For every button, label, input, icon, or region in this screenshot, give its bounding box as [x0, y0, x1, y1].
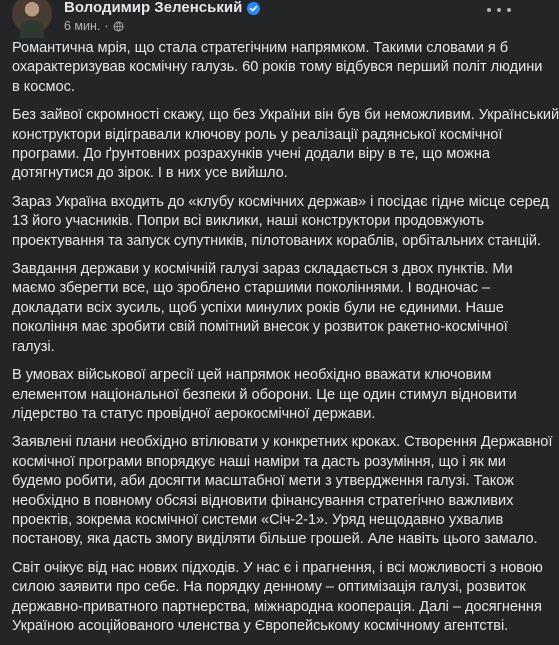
post-text-line: Романтична мрія, що стала стратегічним напрямком. Такими словами я б: [12, 40, 509, 56]
post-text-line: силою заявити про себе. На порядку денному – оптимізація галузі, розвиток: [12, 579, 526, 596]
post-header: [12, 0, 521, 38]
post-text-line: Світ очікує від нас нових підходів. У нас є і прагнення, і всі можливості з новою: [12, 559, 543, 576]
globe-icon: [113, 21, 124, 32]
post-timestamp[interactable]: 6 мин.: [64, 19, 101, 33]
post-text-line: докладати всіх зусиль, щоб успіхи минулих років були не єдиними. Наше: [12, 299, 504, 316]
post-time-row: [64, 18, 260, 34]
post-text-line: Завдання держави у космічній галузі зараз складається з двох пунктів. Ми: [12, 261, 513, 278]
time-separator: ·: [104, 19, 109, 33]
post-text-line: Без зайвої скромності скажу, що без України він був би неможливим. Український: [12, 107, 559, 124]
post-text-line: в космос.: [12, 78, 75, 95]
more-dot: [487, 8, 491, 12]
post-text-line: проектування та запуск супутників, пілотованих кораблів, орбітальних станцій.: [12, 232, 542, 249]
post-paragraph: [12, 106, 559, 184]
post-paragraph: [12, 433, 553, 549]
post-text-line: проектів, зокрема космічної системи «Січ-2-1». Уряд нещодавно ухвалив: [12, 511, 504, 528]
post-body: [12, 39, 559, 645]
post-text-line: Заявлені плани необхідно втілювати у конкретних кроках. Створення Державної: [12, 434, 553, 451]
verified-badge-icon: [247, 2, 260, 15]
post-text-line: космічної програми впорядкує наші наміри та дасть розуміння, що і як ми: [12, 453, 506, 470]
post-paragraph: [12, 366, 517, 424]
post-text-line: покоління має зробити свій помітний внесок у розвиток ракетно-космічної: [12, 319, 508, 336]
post-text-line: В умовах військової агресії цей напрямок необхідно вважати ключовим: [12, 367, 492, 384]
post-meta: [64, 0, 260, 34]
more-dot: [507, 8, 511, 12]
author-avatar[interactable]: [12, 0, 52, 34]
author-name[interactable]: Володимир Зеленський: [64, 0, 243, 16]
post-text-line: галузі.: [12, 338, 55, 355]
post-text-line: постанову, яка дасть змогу виділяти більше грошей. Але навіть цього замало.: [12, 531, 538, 548]
post-text-line: програми. До ґрунтовних розрахунків учені додали віру в те, що можна: [12, 146, 490, 163]
post-paragraph: [12, 260, 517, 357]
post-text-line: 13 його учасників. Попри всі виклики, наші конструктори продовжують: [12, 213, 484, 230]
more-dot: [497, 8, 501, 12]
post-paragraph: [12, 39, 543, 97]
post-text-line: лідерство та статус провідної аерокосмічної держави.: [12, 405, 376, 422]
post-paragraph: [12, 559, 543, 637]
post-text-line: Україною асоційованого членства у Європейському космічному агентстві.: [12, 617, 509, 634]
post-text-line: маємо зберегти все, що зроблено старшими поколіннями. І водночас –: [12, 280, 491, 297]
post-text-line: конструктори відігравали ключову роль у реалізації радянської космічної: [12, 126, 503, 143]
more-options-icon[interactable]: [487, 2, 511, 18]
post-text-line: необхідно в повному обсязі відновити фінансування стратегічно важливих: [12, 492, 514, 509]
post-text-line: охарактеризував космічну галузь. 60 років тому відбувся перший політ людини: [12, 59, 543, 76]
post-text-line: дотягнутися до зірок. І в них усе вийшло.: [12, 165, 288, 182]
post-text-line: елементом національної безпеки й оборони. Це ще один стимул відновити: [12, 386, 517, 403]
post-paragraph: [12, 193, 549, 251]
post-text-line: державно-приватного партнерства, міжнародна кооперація. Далі – досягнення: [12, 598, 542, 615]
post-text-line: Зараз Україна входить до «клубу космічних держав» і посідає гідне місце серед: [12, 193, 549, 210]
author-row: [64, 0, 260, 18]
post-text-line: будемо робити, аби досягти масштабної мети з утвердження галузі. Також: [12, 473, 514, 490]
